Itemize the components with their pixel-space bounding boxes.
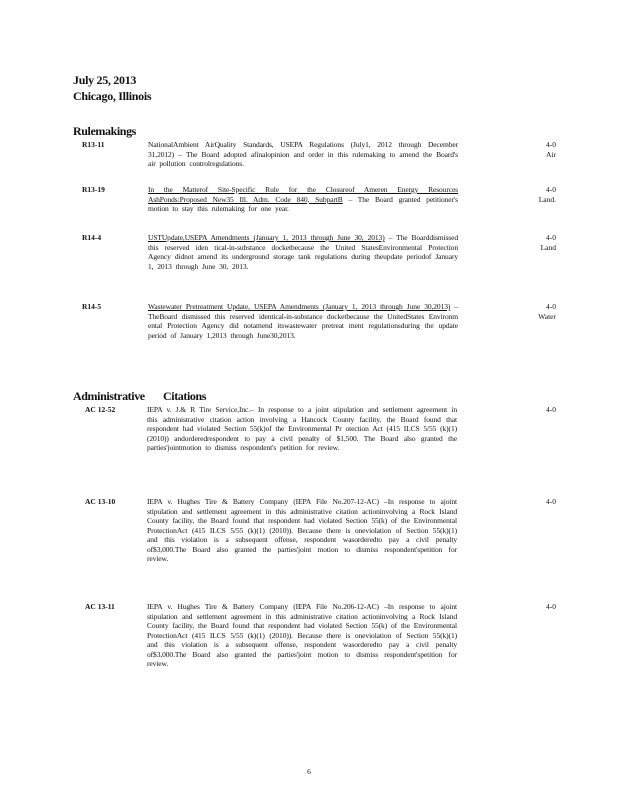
case-type: Water <box>538 311 556 321</box>
docket-number: R14-5 <box>82 302 102 311</box>
vote-count: 4-0 <box>546 233 556 242</box>
docket-number: R14-4 <box>82 233 102 242</box>
entry-result <box>510 185 556 204</box>
entry-summary: IEPA v. Hughes Tire & Battery Company (IEPA File No.207-12-AC) –In response to ajoint stipulation and settlement agreement in this administrative citation actioninvolving a Rock Island County facility, the Board found that respondent had violated Section 55(k) of the Environmental ProtectionAct (415 ILCS 5/55 (k)(1) (2010)). Because there is oneviolation of Section 55(k)(1) and this violation is a subsequent offense, respondent wasorderedto pay a civil penalty of$3,000.The Board also granted the parties'joint motion to dismiss respondent'spetition for review. <box>147 497 457 563</box>
entry-summary: NationalAmbient AirQuality Standards, USEPA Regulations (July1, 2012 through December 31,2012) – The Board adopted afinalopinion and order in this rulemaking to amend the Board's air pollution controlregulations. <box>148 140 458 168</box>
entry-summary: In the Matterof Site-Specific Rule for the Closureof Ameren Energy Resources AshPonds:Proposed New35 Ill. Adm. Code 840, SubpartB – The Board granted petitioner's motion to stay this rulemaking for one year. <box>148 185 458 213</box>
docket-number: AC 13-11 <box>85 602 115 611</box>
page-number: 6 <box>307 767 311 776</box>
administrative-citations-heading <box>73 389 207 404</box>
meeting-location: Chicago, Illinois <box>73 89 152 103</box>
entry-result <box>510 405 556 415</box>
docket-number: R13-11 <box>82 140 105 149</box>
entry-summary: IEPA v. J.& R Tire Service,Inc.– In response to a joint stipulation and settlement agreement in this administrative citation action involving a Hancock County facility, the Board found that respondent had violated Section 55(k)of the Environmental Pr otection Act (415 ILCS 5/55 (k)(1) (2010)) andorderedrespondent to pay a civil penalty of $1,500. The Board also granted the parties'jointmotion to dismiss respondent's petition for review. <box>147 405 457 452</box>
entry-summary: USTUpdate,USEPA Amendments (January 1, 2013 through June 30, 2013) – The Boarddismissed this reserved iden tical-in-substance docketbecause the United StatesEnvironmental Protection Agency didnot amend its underground storage tank regulations during theupdate periodof January 1, 2013 through June 30, 2013. <box>148 233 459 271</box>
section-subheading: Citations <box>163 389 207 403</box>
vote-count: 4-0 <box>546 302 556 311</box>
entry-result <box>510 140 556 159</box>
docket-number: AC 12-52 <box>85 405 116 414</box>
entry-result <box>510 602 556 612</box>
vote-count: 4-0 <box>546 602 556 611</box>
vote-count: 4-0 <box>546 497 556 506</box>
section-heading: Administrative <box>73 389 145 403</box>
entry-result <box>510 233 556 252</box>
entry-summary: Wastewater Pretreatment Update, USEPA Amendments (January 1, 2013 through June 30,2013) – TheBoard dismissed this reserved identical-in-substance docketbecause the UnitedStates Environm ental Protection Agency did notamend itswastewater pretreat ment regulationsduring the update period of January 1,2013 through June30,2013. <box>148 302 459 340</box>
entry-result <box>510 302 556 321</box>
case-title: In the Matterof Site-Specific Rule for the Closureof Ameren Energy Resources AshPonds:Proposed New35 Ill. Adm. Code 840, SubpartB <box>148 185 458 204</box>
docket-number: R13-19 <box>82 185 105 194</box>
case-title: Wastewater Pretreatment Update, USEPA Amendments (January 1, 2013 through June 30,2013) <box>148 302 451 311</box>
case-title: USTUpdate,USEPA Amendments (January 1, 2013 through June 30, 2013) <box>148 233 385 242</box>
vote-count: 4-0 <box>546 185 556 194</box>
vote-count: 4-0 <box>546 405 556 414</box>
case-type: Air <box>546 149 556 159</box>
vote-count: 4-0 <box>546 140 556 149</box>
entry-result <box>510 497 556 507</box>
docket-number: AC 13-10 <box>85 497 116 506</box>
rulemakings-heading: Rulemakings <box>73 124 136 138</box>
entry-summary: IEPA v. Hughes Tire & Battery Company (IEPA File No.206-12-AC) –In response to ajoint stipulation and settlement agreement in this administrative citation actioninvolving a Rock Island County facility, the Board found that respondent had violated Section 55(k) of the Environmental ProtectionAct (415 ILCS 5/55 (k)(1) (2010)). Because there is oneviolation of Section 55(k)(1) and this violation is a subsequent offense, respondent wasorderedto pay a civil penalty of$3,000.The Board also granted the parties'joint motion to dismiss respondent'spetition for review. <box>147 602 457 668</box>
meeting-date: July 25, 2013 <box>73 73 137 87</box>
case-type: Land. <box>538 194 556 204</box>
case-type: Land <box>540 242 556 252</box>
